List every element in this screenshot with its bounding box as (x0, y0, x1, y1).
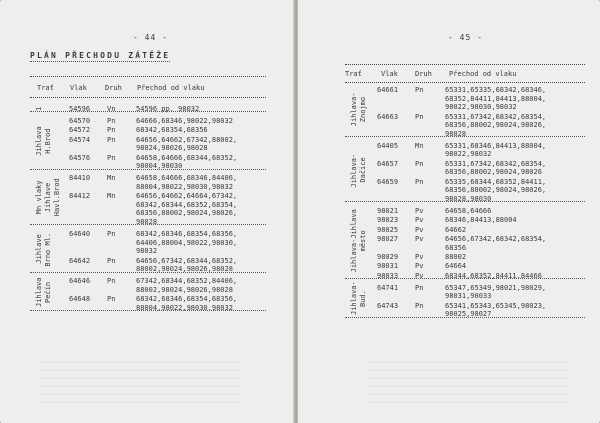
track-label: Jihlava (35, 126, 43, 157)
train-type: Pn (415, 283, 424, 292)
track-label: Jihlave (44, 183, 52, 213)
right-page (298, 0, 600, 423)
transition-trains: 88002 (445, 253, 467, 261)
train-type: Pn (107, 135, 116, 144)
page-number: - 44 - (133, 33, 168, 42)
train-type: Pn (107, 116, 116, 125)
transition-trains: 65331,67342,68342,68354, (445, 159, 547, 168)
transition-trains: 67342,68344,68352,84406, (136, 277, 238, 285)
train-type: Pn (415, 301, 424, 310)
group-divider (30, 310, 266, 311)
transition-trains: 98031,98033 (445, 292, 492, 301)
header-track: Trať (345, 70, 362, 78)
transition-trains: 65331,65335,68342,68346, (445, 86, 547, 94)
header-transition: Přechod od vlaku (449, 70, 517, 78)
transition-trains: 64666,68346,98022,98032 (136, 116, 233, 125)
train-type: Pn (107, 229, 116, 238)
group-divider (345, 136, 585, 137)
group-divider (345, 278, 585, 279)
transition-trains: 64656,67342,68344,68352, (136, 256, 238, 265)
header-type: Druh (105, 84, 122, 92)
train-number: 64405 (377, 141, 399, 150)
header-rule-bottom (345, 82, 585, 83)
train-number: 98033 (377, 271, 399, 280)
header-transition: Přechod od vlaku (137, 84, 205, 92)
track-label: Dačice (359, 157, 367, 183)
train-number: 64570 (69, 116, 91, 125)
train-number: 84412 (69, 192, 91, 201)
track-label: Brno Ml. (44, 232, 52, 267)
train-number: 98027 (377, 235, 399, 243)
page-number: - 45 - (448, 33, 483, 42)
train-type: Pv (415, 271, 424, 280)
train-type: Pn (415, 112, 424, 121)
transition-trains: 98028 (445, 129, 467, 138)
transition-trains: 98022,98030,98032 (445, 103, 517, 112)
train-type: Pn (415, 86, 424, 94)
train-type: Pv (415, 225, 424, 234)
transition-trains: 68346,84413,88004 (445, 216, 517, 225)
transition-trains: 64658,64666 (445, 206, 492, 215)
transition-trains: 98004,98030 (136, 162, 183, 171)
transition-trains: 65331,67342,68342,68354, (445, 112, 547, 121)
train-type: Vn (107, 105, 116, 113)
transition-trains: 68352,84411,84413,88004, (445, 94, 547, 103)
group-divider (30, 272, 266, 273)
track-label: Havl.Brod (53, 178, 61, 217)
header-type: Druh (415, 70, 432, 78)
train-number: 84410 (69, 174, 91, 183)
train-type: Mn (415, 141, 424, 150)
bleed-through (368, 357, 568, 403)
train-number: 64659 (377, 177, 399, 186)
header-train: Vlak (381, 70, 398, 78)
track-label: Jihlava- (350, 153, 358, 187)
transition-trains: 98028 (136, 218, 158, 226)
bleed-through (40, 357, 240, 403)
train-number: 64648 (69, 295, 91, 303)
train-number: 64572 (69, 126, 91, 135)
transition-trains: 68356,88002,98024,98026, (136, 209, 238, 218)
train-type: Pv (415, 216, 424, 225)
train-type: Pv (415, 253, 424, 261)
train-number: 98025 (377, 225, 399, 234)
train-type: Pn (107, 277, 116, 285)
transition-trains: 65335,68344,68352,84411, (445, 177, 547, 186)
transition-trains: 64658,64666,68346,84406, (136, 174, 238, 183)
transition-trains: 98028,98030 (445, 194, 492, 203)
transition-trains: 68342,68346,68354,68356, (136, 229, 238, 238)
transition-trains: 65341,65343,65345,98023, (445, 301, 547, 310)
transition-trains: 64662 (445, 225, 467, 234)
train-type: Mn (107, 174, 116, 183)
transition-trains: 65331,68346,84413,88004, (445, 141, 547, 150)
train-number: 64741 (377, 283, 399, 292)
train-type: Mn (107, 192, 116, 201)
train-number: 54596 (69, 105, 91, 113)
track-label: Jihlava-Jihlava (350, 209, 358, 273)
page-title: PLÁN PŘECHODU ZÁTĚŽE (30, 51, 171, 60)
train-type: Pn (107, 295, 116, 303)
train-number: 98021 (377, 206, 399, 215)
train-number: 64657 (377, 159, 399, 168)
track-label: H.Brod (44, 128, 52, 154)
train-type: Pn (415, 177, 424, 186)
transition-trains: 64656,64662,67342,88002, (136, 135, 238, 144)
transition-trains: 88002,98024,98026,98028 (136, 285, 233, 294)
train-number: 64576 (69, 153, 91, 162)
transition-trains: 88004,98022,98030,98032 (136, 303, 233, 312)
train-type: Pv (415, 206, 424, 215)
train-type: Pv (415, 235, 424, 243)
transition-trains: 98032 (136, 247, 158, 256)
group-divider (30, 224, 266, 225)
transition-trains: 88004,98022,98030,98032 (136, 182, 233, 191)
track-label: Znojmo (359, 96, 367, 123)
transition-trains: 68344,68352,84411,84466 (445, 271, 542, 280)
train-number: 98029 (377, 253, 399, 261)
transition-trains: 88002,98024,98026,98028 (136, 265, 233, 274)
transition-trains: 64658,64666,68344,68352, (136, 153, 238, 162)
left-page (0, 0, 294, 423)
transition-trains: 98022,98032 (445, 150, 492, 159)
track-label: město (359, 230, 367, 252)
header-rule-top (345, 64, 585, 65)
train-type: Pn (107, 126, 116, 135)
transition-trains: 65347,65349,98021,98029, (445, 283, 547, 292)
train-number: 98023 (377, 216, 399, 225)
transition-trains: 64406,88004,98022,98030, (136, 238, 238, 247)
track-label: Pečín (44, 281, 52, 303)
transition-trains: 98024,98026,98028 (136, 144, 208, 153)
train-type: Pn (107, 153, 116, 162)
group-divider (30, 111, 266, 112)
train-number: 64640 (69, 229, 91, 238)
train-number: 64661 (377, 86, 399, 94)
train-number: 64642 (69, 256, 91, 265)
transition-trains: 64664 (445, 262, 467, 271)
transition-trains: 54596 pp. 98032 (136, 105, 200, 113)
transition-trains: 68342,68344,68352,68354, (136, 200, 238, 209)
header-rule-top (30, 76, 266, 77)
train-type: Pv (415, 262, 424, 271)
group-divider (345, 201, 585, 202)
train-number: 64663 (377, 112, 399, 121)
track-label: Jihlave (35, 234, 43, 264)
transition-trains: 68342,68354,68356 (136, 126, 208, 135)
transition-trains: 68342,68346,68354,68356, (136, 295, 238, 303)
train-type: Pn (107, 256, 116, 265)
track-label: Mn vlaky (35, 180, 43, 215)
track-label: Jihlava- (350, 280, 358, 315)
transition-trains: 64656,67342,68342,68354, (445, 235, 547, 243)
transition-trains: 68356,88002,98024,98026, (445, 121, 547, 130)
transition-trains: 68356,88002,98024,98026 (445, 168, 542, 177)
track-label: Jihlava (35, 277, 43, 307)
track-label: Jihlava- (350, 92, 358, 127)
transition-trains: 68356 (445, 243, 467, 252)
track-label: 1 (35, 106, 43, 112)
transition-trains: 68356,88002,98024,98026, (445, 186, 547, 195)
train-number: 98031 (377, 262, 399, 271)
group-divider (30, 169, 266, 170)
header-rule-bottom (30, 97, 266, 98)
header-track: Trať (37, 84, 54, 92)
train-number: 64743 (377, 301, 399, 310)
train-type: Pn (415, 159, 424, 168)
header-train: Vlak (70, 84, 87, 92)
group-divider (345, 317, 585, 318)
transition-trains: 98025,98027 (445, 310, 492, 319)
track-label: Bud. (359, 290, 367, 308)
train-number: 64574 (69, 135, 91, 144)
transition-trains: 64656,64662,64664,67342, (136, 192, 238, 201)
train-number: 64646 (69, 277, 91, 285)
